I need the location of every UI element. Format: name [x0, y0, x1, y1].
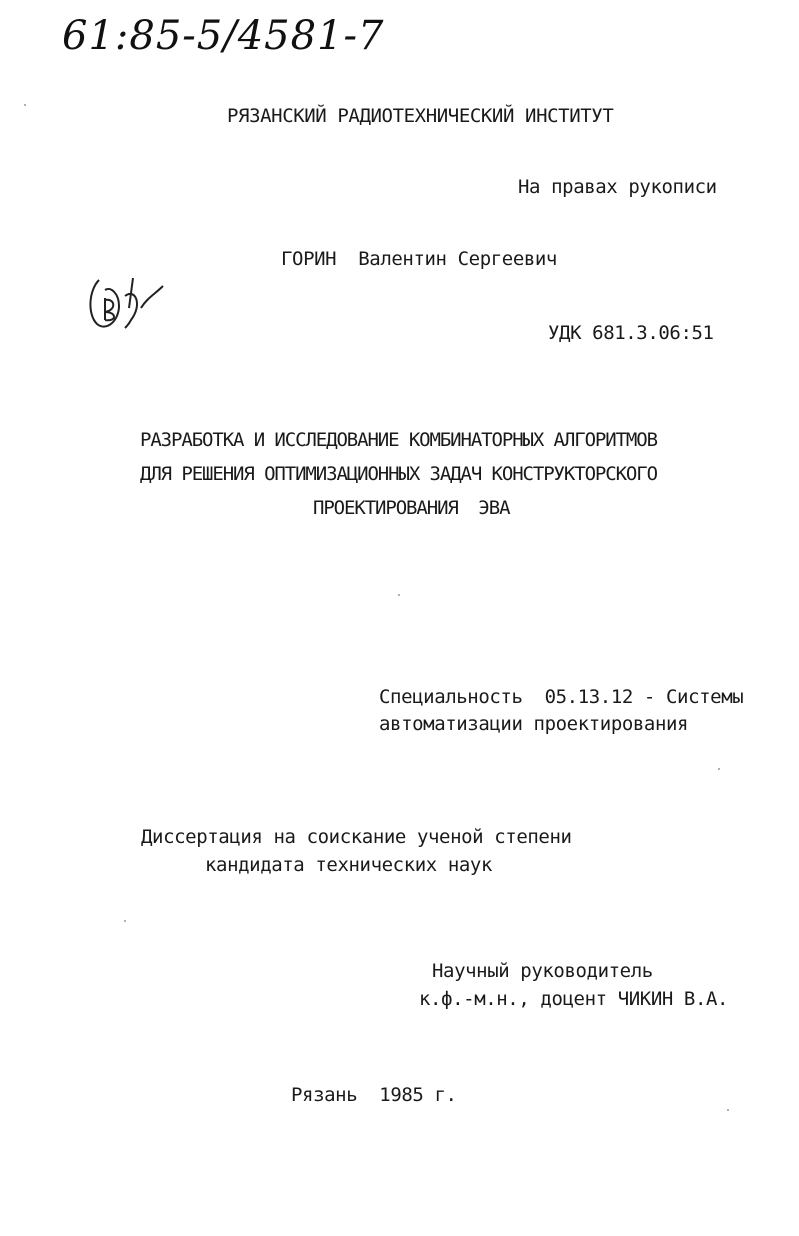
specialty-line-1: Специальность 05.13.12 - Системы	[379, 686, 744, 708]
title-line-1: РАЗРАБОТКА И ИССЛЕДОВАНИЕ КОМБИНАТОРНЫХ АЛГОРИТМОВ	[140, 429, 657, 451]
title-line-2: ДЛЯ РЕШЕНИЯ ОПТИМИЗАЦИОННЫХ ЗАДАЧ КОНСТРУКТОРСКОГО	[140, 463, 657, 485]
advisor-line-2: к.ф.-м.н., доцент ЧИКИН В.А.	[419, 988, 729, 1010]
specialty-line-2: автоматизации проектирования	[379, 713, 689, 735]
scan-speck	[398, 594, 400, 596]
dissertation-line-1: Диссертация на соискание ученой степени	[141, 826, 572, 848]
scan-speck	[124, 920, 126, 922]
city-year: Рязань 1985 г.	[291, 1084, 457, 1106]
author-name: ГОРИН Валентин Сергеевич	[281, 248, 557, 270]
scan-speck	[24, 104, 26, 106]
scan-speck	[718, 768, 720, 770]
udc-code: УДК 681.3.06:51	[548, 322, 714, 344]
scan-speck	[727, 1109, 729, 1111]
title-line-3: ПРОЕКТИРОВАНИЯ ЭВА	[313, 497, 510, 519]
institute-name: РЯЗАНСКИЙ РАДИОТЕХНИЧЕСКИЙ ИНСТИТУТ	[227, 105, 614, 127]
manuscript-rights: На правах рукописи	[518, 176, 717, 198]
advisor-line-1: Научный руководитель	[432, 960, 653, 982]
signature-mark	[85, 268, 170, 338]
archive-number-handwritten: 61:85-5/4581-7	[62, 13, 385, 59]
dissertation-line-2: кандидата технических наук	[205, 854, 493, 876]
